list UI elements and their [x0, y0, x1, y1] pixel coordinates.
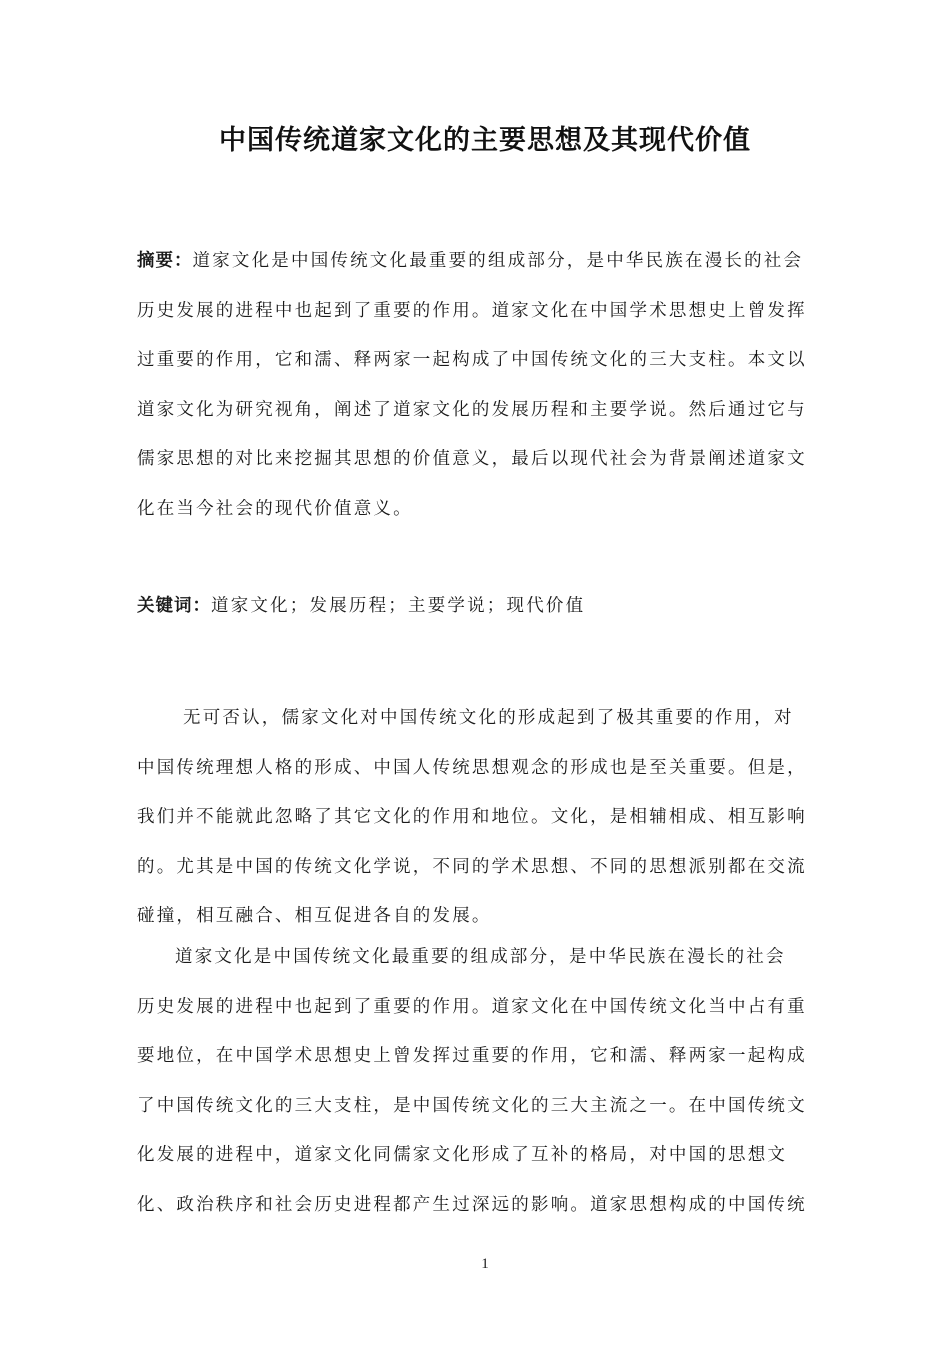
abstract-line: 化在当今社会的现代价值意义。 [137, 498, 413, 519]
abstract-line: 道家文化为研究视角，阐述了道家文化的发展历程和主要学说。然后通过它与 [137, 399, 807, 420]
abstract-line [137, 237, 837, 287]
paragraph-line: 了中国传统文化的三大支柱，是中国传统文化的三大主流之一。在中国传统文 [137, 1095, 807, 1116]
body-paragraph-1 [137, 694, 837, 942]
paragraph-line: 无可否认，儒家文化对中国传统文化的形成起到了极其重要的作用，对 [183, 708, 794, 728]
abstract-line: 儒家思想的对比来挖掘其思想的价值意义，最后以现代社会为背景阐述道家文 [137, 449, 807, 469]
paragraph-line: 道家文化是中国传统文化最重要的组成部分，是中华民族在漫长的社会 [175, 947, 786, 967]
abstract-label: 摘要： [137, 251, 193, 271]
paragraph-line: 化、政治秩序和社会历史进程都产生过深远的影响。道家思想构成的中国传统 [137, 1194, 807, 1215]
paragraph-line: 中国传统理想人格的形成、中国人传统思想观念的形成也是至关重要。但是， [137, 757, 807, 778]
abstract-text: 道家文化是中国传统文化最重要的组成部分，是中华民族在漫长的社会 [192, 251, 804, 271]
abstract-section [137, 237, 837, 534]
body-paragraph-2 [137, 933, 837, 1230]
paragraph-line: 碰撞，相互融合、相互促进各自的发展。 [137, 906, 492, 926]
keywords-line [137, 582, 837, 632]
paragraph-line: 化发展的进程中，道家文化同儒家文化形成了互补的格局，对中国的思想文 [137, 1145, 788, 1165]
keywords-section [137, 582, 837, 632]
keywords-text: 道家文化；发展历程；主要学说；现代价值 [211, 596, 586, 616]
paragraph-line: 历史发展的进程中也起到了重要的作用。道家文化在中国传统文化当中占有重 [137, 996, 807, 1017]
page-number: 1 [481, 1256, 489, 1272]
abstract-line: 历史发展的进程中也起到了重要的作用。道家文化在中国学术思想史上曾发挥 [137, 300, 807, 321]
paragraph-line: 要地位，在中国学术思想史上曾发挥过重要的作用，它和濡、释两家一起构成 [137, 1046, 807, 1066]
document-title: 中国传统道家文化的主要思想及其现代价值 [219, 125, 751, 156]
abstract-line: 过重要的作用，它和濡、释两家一起构成了中国传统文化的三大支柱。本文以 [137, 350, 807, 370]
keywords-label: 关键词： [137, 596, 211, 616]
paragraph-line: 我们并不能就此忽略了其它文化的作用和地位。文化，是相辅相成、相互影响 [137, 807, 807, 827]
paragraph-line: 的。尤其是中国的传统文化学说，不同的学术思想、不同的思想派别都在交流 [137, 856, 807, 877]
